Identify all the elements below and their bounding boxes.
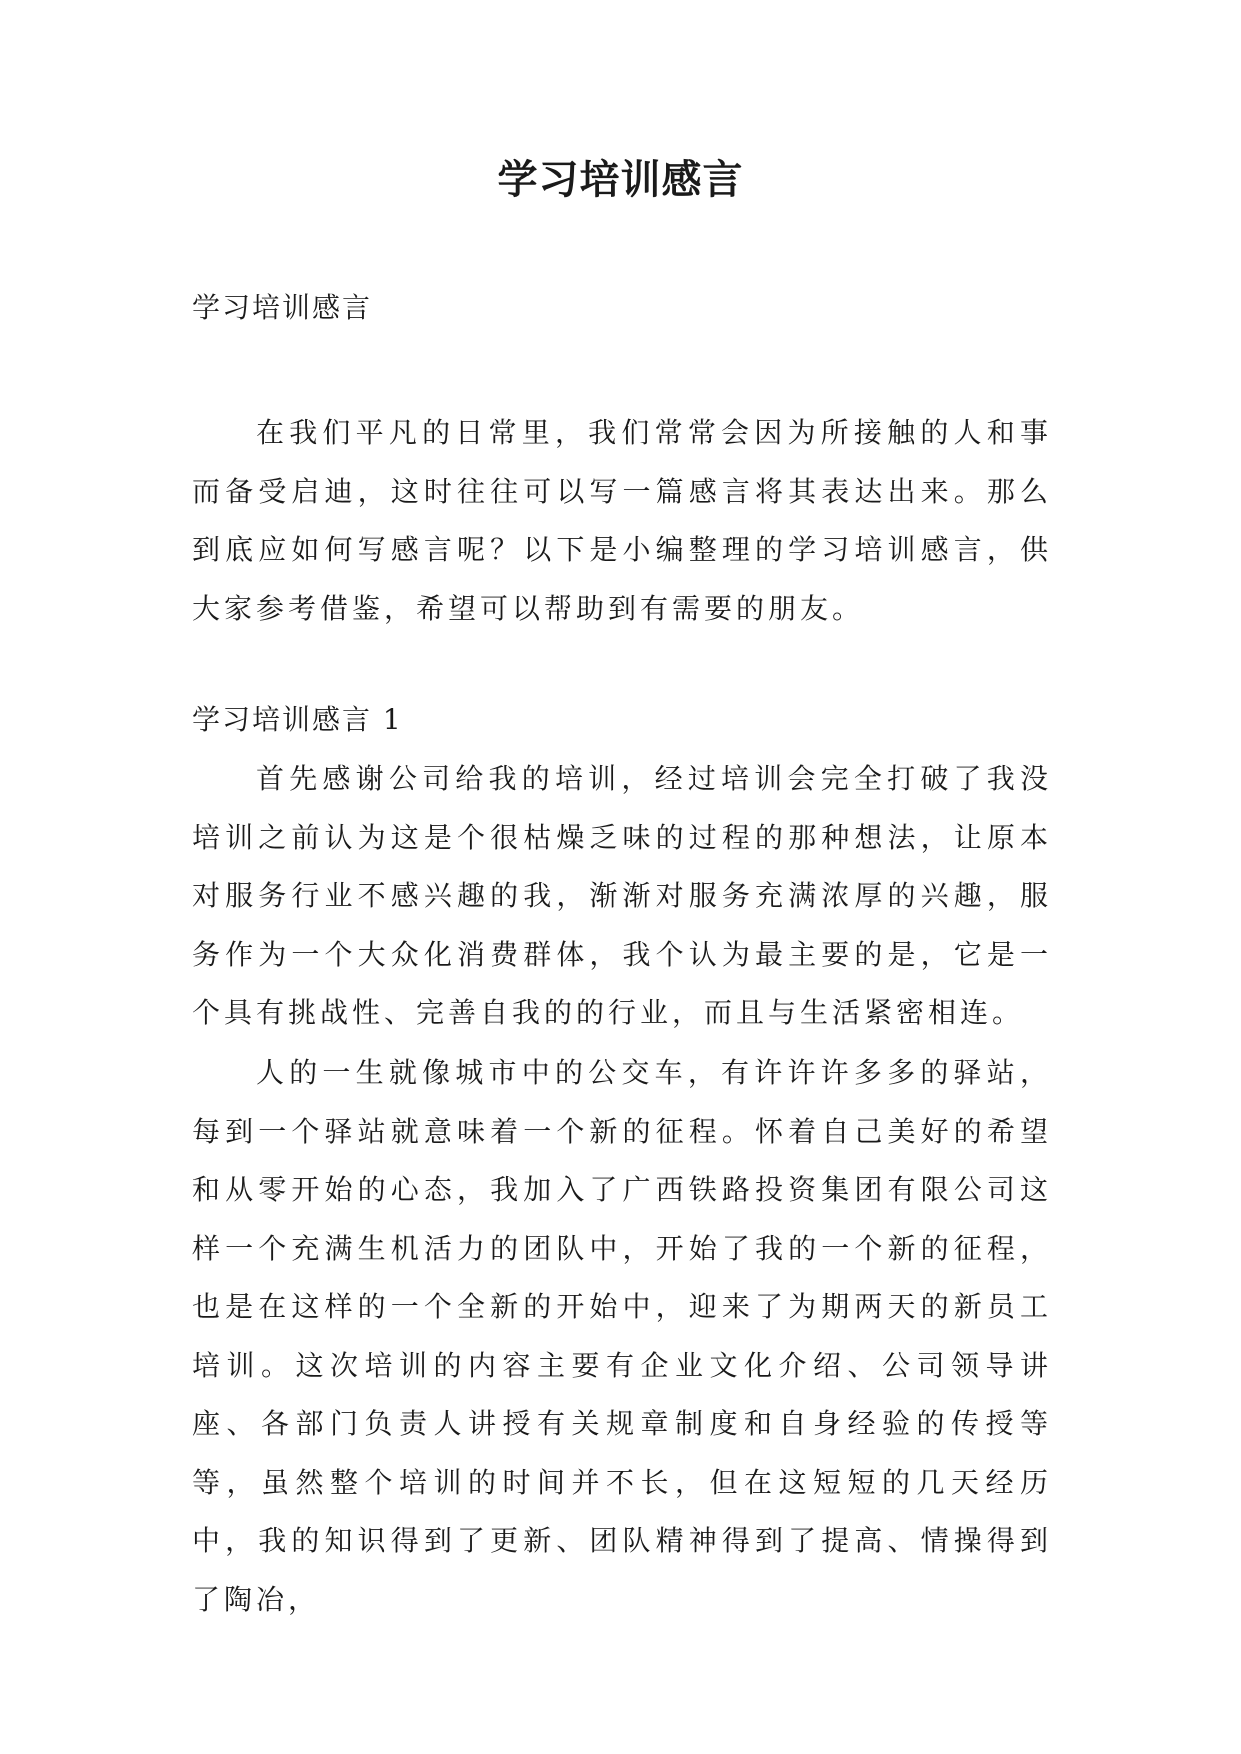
body-paragraph-2: 人的一生就像城市中的公交车，有许许许多多的驿站，每到一个驿站就意味着一个新的征程。怀着自己美好的希望和从零开始的心态，我加入了广西铁路投资集团有限公司这样一个充满生机活力的团队中，开始了我的一个新的征程，也是在这样的一个全新的开始中，迎来了为期两天的新员工培训。这次培训的内容主要有企业文化介绍、公司领导讲座、各部门负责人讲授有关规章制度和自身经验的传授等等，虽然整个培训的时间并不长，但在这短短的几天经历中，我的知识得到了更新、团队精神得到了提高、情操得到了陶冶， [192,1056,1052,1616]
intro-paragraph: 在我们平凡的日常里，我们常常会因为所接触的人和事而备受启迪，这时往往可以写一篇感言将其表达出来。那么到底应如何写感言呢？以下是小编整理的学习培训感言，供大家参考借鉴，希望可以帮助到有需要的朋友。 [192,416,1052,625]
document-subtitle: 学习培训感言 [192,291,373,324]
body-paragraph-1: 首先感谢公司给我的培训，经过培训会完全打破了我没培训之前认为这是个很枯燥乏味的过程的那种想法，让原本对服务行业不感兴趣的我，渐渐对服务充满浓厚的兴趣，服务作为一个大众化消费群体，我个认为最主要的是，它是一个具有挑战性、完善自我的的行业，而且与生活紧密相连。 [192,762,1052,1029]
section-heading: 学习培训感言 1 [192,703,403,736]
document-title: 学习培训感言 [497,156,744,203]
